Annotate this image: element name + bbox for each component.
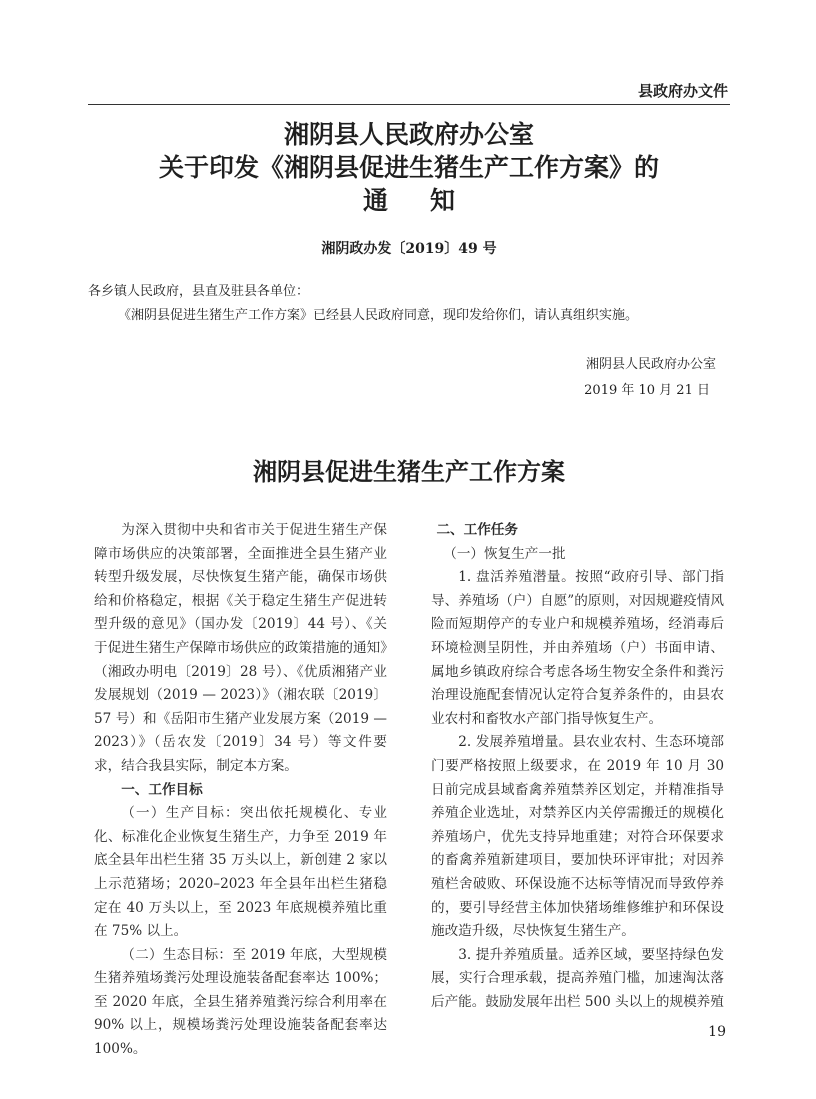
addressee: 各乡镇人民政府，县直及驻县各单位： xyxy=(88,284,310,299)
notice-title-line-2: 关于印发《湘阴县促进生猪生产工作方案》的 xyxy=(158,153,659,182)
section-heading-goals: 一、工作目标 xyxy=(121,781,203,798)
left-column xyxy=(94,519,387,1062)
notice-title-line-3: 通知 xyxy=(362,186,497,215)
task-1-paragraph: 1. 盘活养殖潜量。按照“政府引导、部门指导、养殖场（户）自愿”的原则，对因规避疫情风险而短期停产的专业户和规模养殖场，经消毒后环境检测呈阴性，并由养殖场（户）书面申请、属地乡镇政府综合考虑各场生物安全条件和粪污治理设施配套情况认定符合复养条件的，由县农业农村和畜牧水产部门指导恢复生产。 xyxy=(431,569,724,727)
header-divider xyxy=(88,104,730,105)
plan-title: 湘阴县促进生猪生产工作方案 xyxy=(253,457,565,486)
document-number: 湘阴政办发〔2019〕49 号 xyxy=(321,241,497,257)
signature-block xyxy=(584,352,716,404)
section-header-label: 县政府办文件 xyxy=(637,82,728,100)
goal-ecology-paragraph: （二）生态目标：至 2019 年底，大型规模生猪养殖场粪污处理设施装备配套率达 100%；至 2020 年底，全县生猪养殖粪污综合利用率在 90% 以上，规模场粪污处理设施装备配套率达 100%。 xyxy=(94,946,387,1058)
signature-date: 2019 年 10 月 21 日 xyxy=(584,383,710,398)
right-column xyxy=(431,519,724,1014)
section-heading-tasks: 二、工作任务 xyxy=(436,522,518,538)
page-number: 19 xyxy=(708,1024,726,1040)
goal-production-paragraph: （一）生产目标：突出依托规模化、专业化、标准化企业恢复生猪生产，力争至 2019 年底全县年出栏生猪 35 万头以上，新创建 2 家以上示范猪场；2020–2023 年全县年出栏生猪稳定在 40 万头以上，至 2023 年底规模养殖比重在 75% 以上。 xyxy=(94,805,387,940)
task-3-paragraph: 3. 提升养殖质量。适养区域，要坚持绿色发展，实行合理承载，提高养殖门槛，加速淘汰落后产能。鼓励发展年出栏 500 头以上的规模养殖 xyxy=(431,946,724,1010)
signature-organization: 湘阴县人民政府办公室 xyxy=(585,357,716,372)
notice-title-line-1: 湘阴县人民政府办公室 xyxy=(283,120,534,149)
subsection-heading-restore: （一）恢复生产一批 xyxy=(443,545,566,562)
notice-title xyxy=(88,118,730,217)
notice-body: 《湘阴县促进生猪生产工作方案》已经县人民政府同意，现印发给你们，请认真组织实施。 xyxy=(118,308,639,323)
intro-paragraph: 为深入贯彻中央和省市关于促进生猪生产保障市场供应的决策部署，全面推进全县生猪产业转型升级发展，尽快恢复生猪产能，确保市场供给和价格稳定，根据《关于稳定生猪生产促进转型升级的意见》（国办发〔2019〕44 号）、《关于促进生猪生产保障市场供应的政策措施的通知》（湘政办明电〔2019〕28 号）、《优质湘猪产业发展规划（2019 — 2023）》（湘农联〔2019〕57 号）和《岳阳市生猪产业发展方案（2019 — 2023）》（岳农发〔2019〕34 号）等文件要求，结合我县实际，制定本方案。 xyxy=(94,522,387,774)
task-2-paragraph: 2. 发展养殖增量。县农业农村、生态环境部门要严格按照上级要求，在 2019 年 10 月 30 日前完成县域畜禽养殖禁养区划定，并精准指导养殖企业选址，对禁养区内关停需搬迁的规模化养殖场户，优先支持异地重建；对符合环保要求的畜禽养殖新建项目，要加快环评审批；对因养殖栏舍破败、环保设施不达标等情况而导致停养的，要引导经营主体加快猪场维修维护和环保设施改造升级，尽快恢复生猪生产。 xyxy=(431,734,724,940)
